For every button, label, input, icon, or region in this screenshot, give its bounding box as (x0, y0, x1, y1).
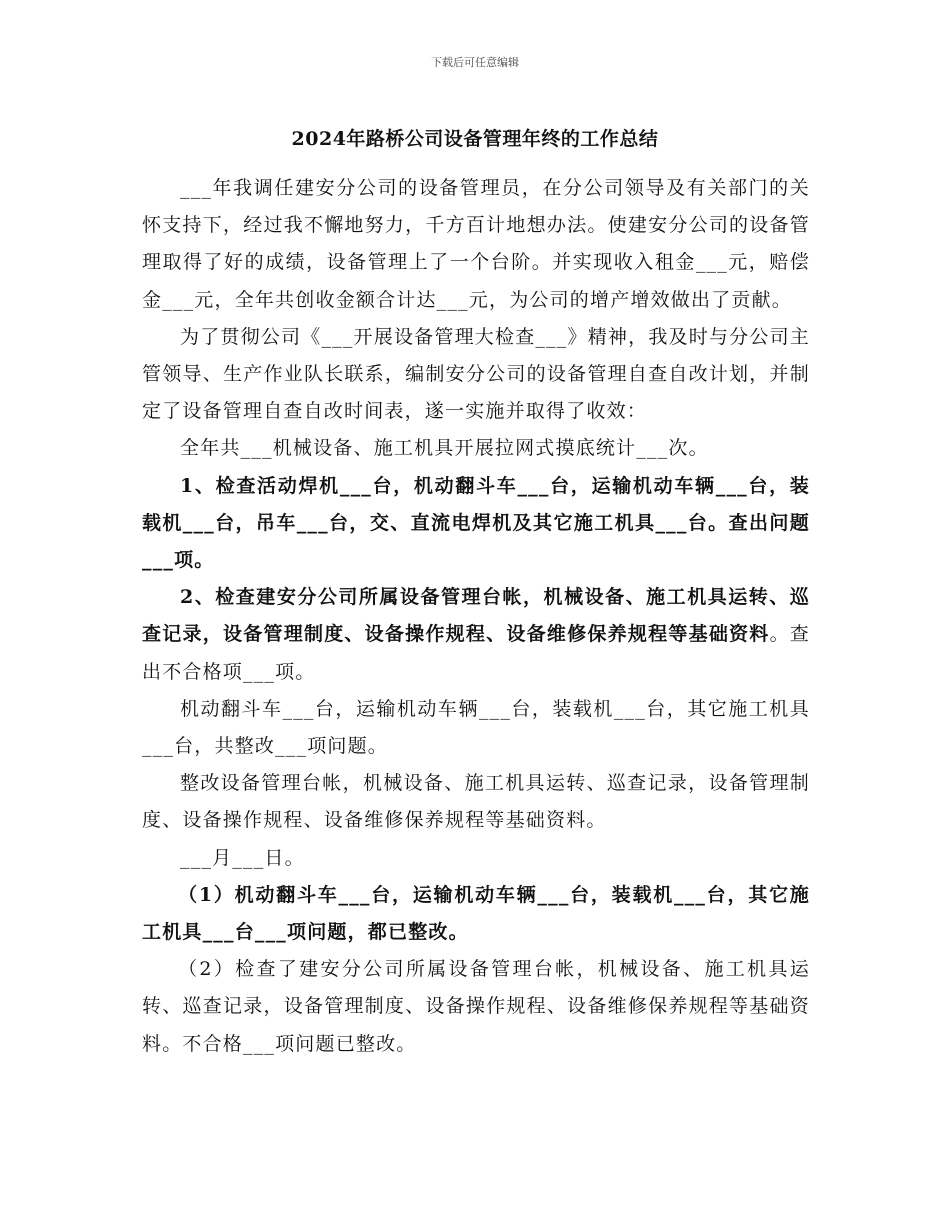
paragraph-statistics: 全年共___机械设备、施工机具开展拉网式摸底统计___次。 (180, 437, 709, 460)
paragraph-rectification-records: 整改设备管理台帐，机械设备、施工机具运转、巡查记录，设备管理制度、设备操作规程、设备维修保养规程等基础资料。 (142, 772, 810, 832)
paragraph-item-1: 1、检查活动焊机___台，机动翻斗车___台，运输机动车辆___台，装载机___台，吊车___台，交、直流电焊机及其它施工机具___台。查出问题___项。 (142, 474, 810, 572)
paragraph-rectification-counts: 机动翻斗车___台，运输机动车辆___台，装载机___台，其它施工机具___台，共整改___项问题。 (142, 697, 810, 758)
document-title: 2024年路桥公司设备管理年终的工作总结 (291, 128, 659, 150)
document-body (142, 170, 810, 1063)
paragraph-intro: ___年我调任建安分公司的设备管理员，在分公司领导及有关部门的关怀支持下，经过我不懈地努力，千方百计地想办法。使建安分公司的设备管理取得了好的成绩，设备管理上了一个台阶。并实现收入租金___元，赔偿金___元，全年共创收金额合计达___元，为公司的增产增效做出了贡献。 (142, 177, 810, 311)
page-header-note: 下载后可任意编辑 (431, 56, 519, 69)
paragraph-item-2-rest: 。查出不合格项___项。 (142, 623, 811, 683)
paragraph-result-2: （2）检查了建安分公司所属设备管理台帐，机械设备、施工机具运转、巡查记录，设备管理制度、设备操作规程、设备维修保养规程等基础资料。不合格___项问题已整改。 (142, 958, 810, 1055)
paragraph-item-2-bold: 2、检查建安分公司所属设备管理台帐，机械设备、施工机具运转、巡查记录，设备管理制度、设备操作规程、设备维修保养规程等基础资料 (142, 586, 810, 646)
paragraph-result-1: （1）机动翻斗车___台，运输机动车辆___台，装载机___台，其它施工机具___台___项问题，都已整改。 (142, 883, 810, 944)
paragraph-date: ___月___日。 (180, 846, 305, 869)
paragraph-inspection-plan: 为了贯彻公司《___开展设备管理大检查___》精神，我及时与分公司主管领导、生产作业队长联系，编制安分公司的设备管理自查自改计划，并制定了设备管理自查自改时间表，遂一实施并取得了收效： (142, 325, 810, 423)
paragraph-item-2 (142, 579, 810, 691)
